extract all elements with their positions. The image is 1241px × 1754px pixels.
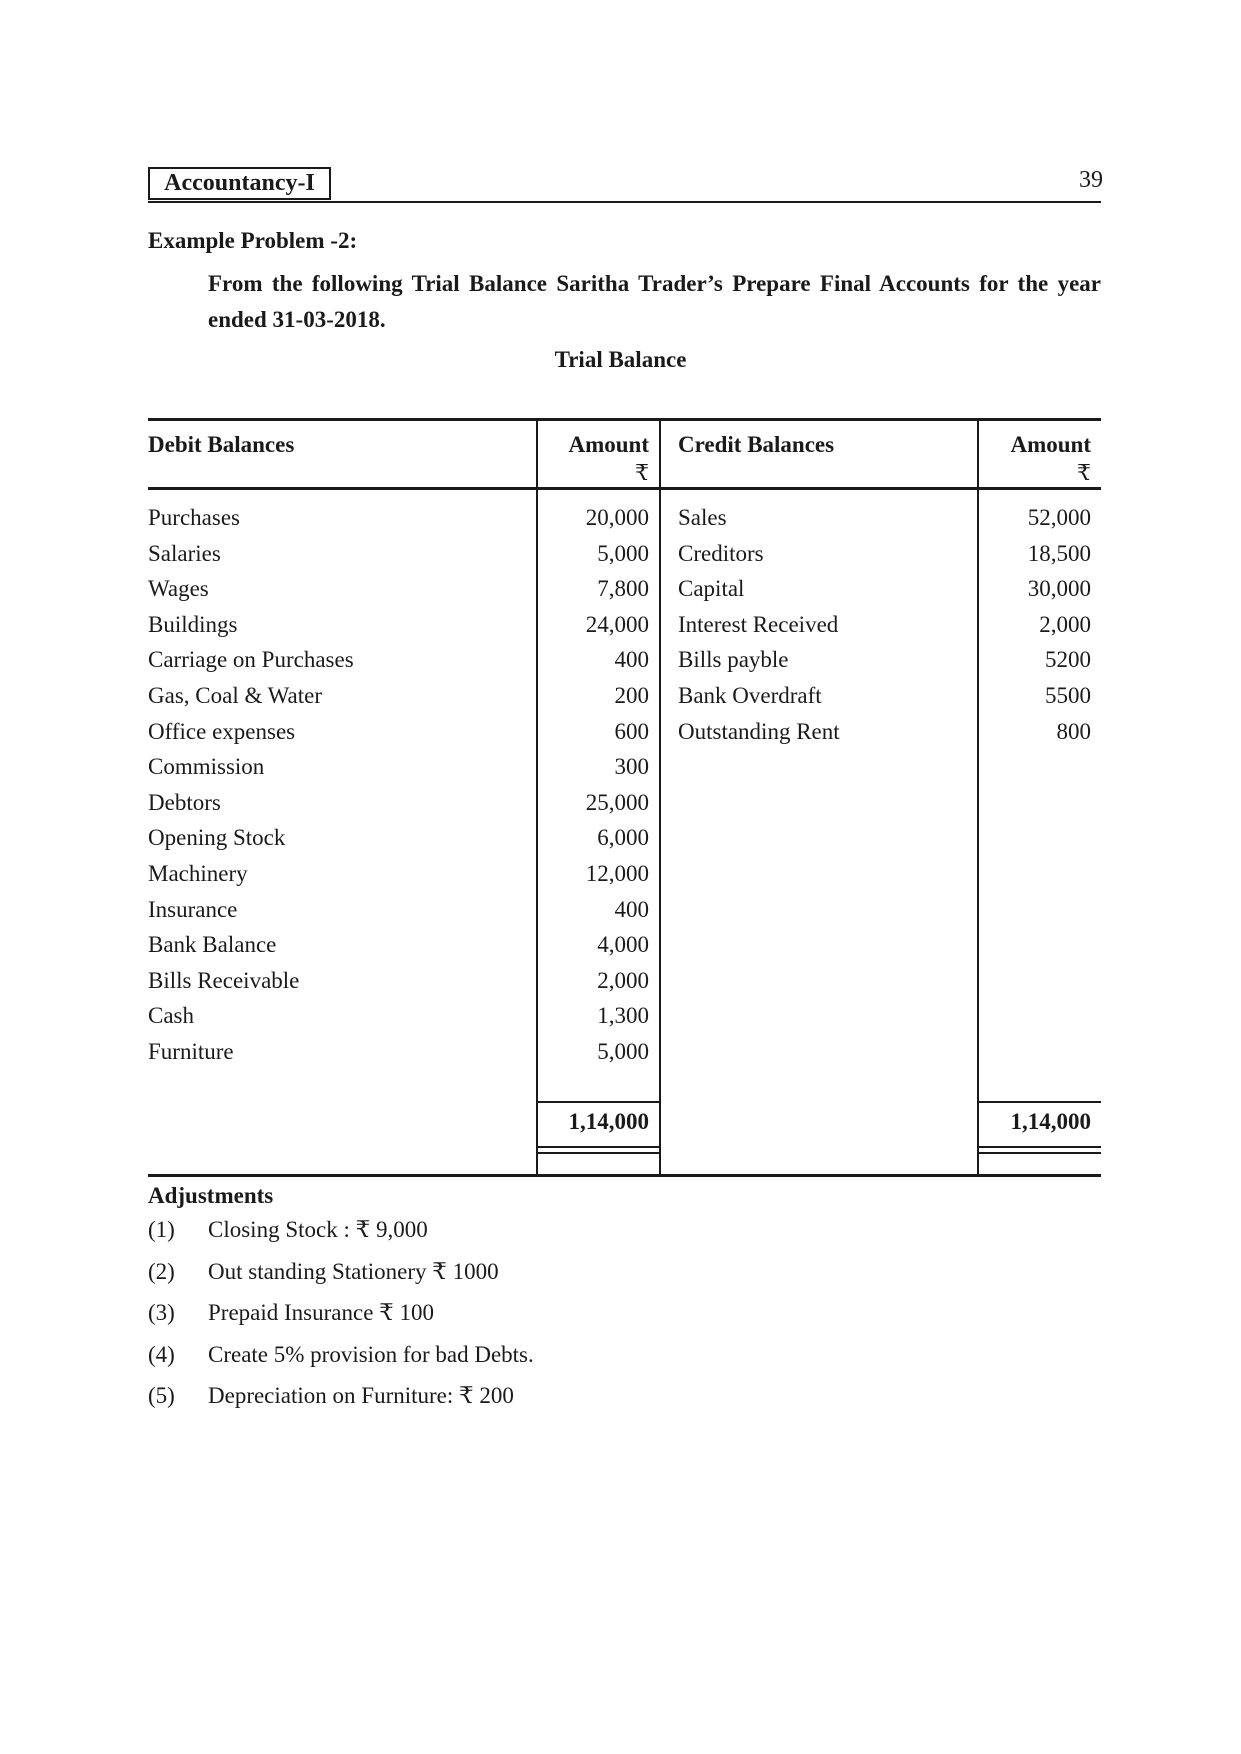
table-top-rule xyxy=(148,418,1101,421)
debit-account-label: Gas, Coal & Water xyxy=(148,683,323,708)
debit-amount: 600 xyxy=(614,719,649,744)
debit-account-label: Salaries xyxy=(148,541,221,566)
adjustment-item xyxy=(148,1258,499,1286)
debit-amount: 200 xyxy=(614,683,649,708)
credit-amount: 5500 xyxy=(1045,683,1091,708)
credit-amount-header: Amount xyxy=(1010,432,1091,457)
credit-amount: 2,000 xyxy=(1039,612,1091,637)
trial-balance-table xyxy=(148,418,1101,1177)
adjustment-number: (1) xyxy=(148,1217,175,1242)
debit-account-label: Cash xyxy=(148,1003,194,1028)
debit-account-label: Insurance xyxy=(148,897,238,922)
total-double-rule xyxy=(536,1146,661,1148)
table-bottom-rule xyxy=(148,1174,1101,1177)
debit-amount: 300 xyxy=(614,754,649,779)
debit-currency-symbol: ₹ xyxy=(635,460,649,485)
debit-account-label: Bank Balance xyxy=(148,932,277,957)
debit-amount: 24,000 xyxy=(585,612,649,637)
debit-account-label: Bills Receivable xyxy=(148,968,300,993)
adjustment-item xyxy=(148,1299,434,1327)
debit-amount: 5,000 xyxy=(597,541,649,566)
credit-account-label: Capital xyxy=(678,576,745,601)
credit-amount: 30,000 xyxy=(1027,576,1091,601)
credit-currency-symbol: ₹ xyxy=(1077,460,1091,485)
debit-amount: 2,000 xyxy=(597,968,649,993)
page-number: 39 xyxy=(1079,167,1103,193)
total-double-rule xyxy=(977,1146,1101,1148)
debit-account-label: Debtors xyxy=(148,790,221,815)
debit-amount: 5,000 xyxy=(597,1039,649,1064)
credit-balances-header: Credit Balances xyxy=(678,432,835,457)
adjustment-text: Closing Stock : ₹ 9,000 xyxy=(208,1217,428,1242)
adjustment-text: Prepaid Insurance ₹ 100 xyxy=(208,1300,435,1325)
debit-amount-header: Amount xyxy=(568,432,649,457)
debit-amount: 400 xyxy=(614,897,649,922)
debit-account-label: Machinery xyxy=(148,861,248,886)
column-divider xyxy=(659,418,661,1177)
adjustment-number: (3) xyxy=(148,1300,175,1325)
debit-account-label: Office expenses xyxy=(148,719,296,744)
credit-amount: 52,000 xyxy=(1027,505,1091,530)
credit-account-label: Interest Received xyxy=(678,612,839,637)
debit-account-label: Wages xyxy=(148,576,209,601)
adjustment-number: (5) xyxy=(148,1383,175,1408)
debit-amount: 6,000 xyxy=(597,825,649,850)
credit-account-label: Bills payble xyxy=(678,647,789,672)
total-double-rule xyxy=(536,1152,661,1154)
debit-account-label: Buildings xyxy=(148,612,238,637)
adjustment-text: Out standing Stationery ₹ 1000 xyxy=(208,1259,499,1284)
adjustment-number: (2) xyxy=(148,1259,175,1284)
adjustment-item xyxy=(148,1216,428,1244)
debit-account-label: Purchases xyxy=(148,505,240,530)
adjustment-item xyxy=(148,1341,534,1369)
adjustment-number: (4) xyxy=(148,1342,175,1367)
debit-amount: 400 xyxy=(614,647,649,672)
credit-amount: 18,500 xyxy=(1027,541,1091,566)
total-top-rule xyxy=(977,1101,1101,1103)
debit-amount: 1,300 xyxy=(597,1003,649,1028)
problem-text: From the following Trial Balance Saritha Trader’s Prepare Final Accounts for the year ended 31-03-2018. xyxy=(208,271,1101,332)
problem-title: Example Problem -2: xyxy=(148,228,358,253)
credit-account-label: Bank Overdraft xyxy=(678,683,822,708)
debit-account-label: Furniture xyxy=(148,1039,234,1064)
debit-total: 1,14,000 xyxy=(568,1109,649,1134)
total-double-rule xyxy=(977,1152,1101,1154)
book-title-box: Accountancy-I xyxy=(148,167,331,200)
debit-amount: 7,800 xyxy=(597,576,649,601)
adjustment-text: Depreciation on Furniture: ₹ 200 xyxy=(208,1383,514,1408)
debit-account-label: Opening Stock xyxy=(148,825,286,850)
debit-amount: 12,000 xyxy=(585,861,649,886)
credit-amount: 800 xyxy=(1056,719,1091,744)
credit-total: 1,14,000 xyxy=(1010,1109,1091,1134)
credit-amount: 5200 xyxy=(1045,647,1091,672)
debit-balances-header: Debit Balances xyxy=(148,432,295,457)
credit-account-label: Creditors xyxy=(678,541,764,566)
adjustment-text: Create 5% provision for bad Debts. xyxy=(208,1342,534,1367)
header-rule xyxy=(148,201,1101,203)
credit-account-label: Sales xyxy=(678,505,727,530)
table-title: Trial Balance xyxy=(554,347,687,372)
table-header-rule xyxy=(148,487,1101,490)
debit-account-label: Commission xyxy=(148,754,265,779)
credit-account-label: Outstanding Rent xyxy=(678,719,840,744)
debit-amount: 25,000 xyxy=(585,790,649,815)
adjustment-item xyxy=(148,1382,514,1410)
adjustments-title: Adjustments xyxy=(148,1183,274,1208)
total-top-rule xyxy=(536,1101,661,1103)
debit-account-label: Carriage on Purchases xyxy=(148,647,354,672)
debit-amount: 20,000 xyxy=(585,505,649,530)
debit-amount: 4,000 xyxy=(597,932,649,957)
